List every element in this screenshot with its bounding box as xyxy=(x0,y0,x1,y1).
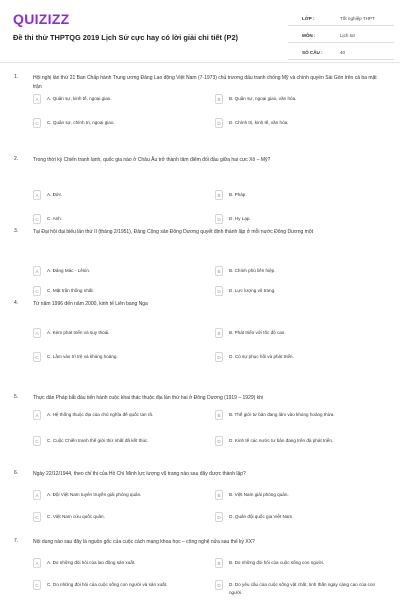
answer-option-d[interactable] xyxy=(215,436,385,448)
answer-option-a[interactable] xyxy=(33,490,203,502)
document-title: Đề thi thử THPTQG 2019 Lịch Sử cực hay có lời giải chi tiết (P2) xyxy=(13,33,239,42)
info-label: LỚP : xyxy=(302,16,315,21)
answer-option-c[interactable] xyxy=(33,214,203,226)
option-text: B. Phát triển với tốc độ cao. xyxy=(229,330,286,335)
option-text: C. Lâm vào trì trệ và khủng hoảng. xyxy=(47,354,118,359)
answer-option-c[interactable] xyxy=(33,580,203,592)
question-number: 7. xyxy=(14,538,19,544)
answer-option-d[interactable] xyxy=(215,352,385,364)
question-number: 6. xyxy=(14,470,19,476)
option-letter-badge: C xyxy=(33,512,41,522)
option-letter-badge: B xyxy=(215,94,223,104)
info-row-count xyxy=(288,46,394,60)
option-letter-badge: C xyxy=(33,286,41,296)
question-number: 4. xyxy=(14,300,19,306)
option-letter-badge: B xyxy=(215,410,223,420)
option-text: C. Do những đòi hỏi của cuộc sống con người và sản xuất. xyxy=(47,582,168,587)
answer-option-c[interactable] xyxy=(33,512,203,524)
option-text: B. Pháp. xyxy=(229,192,247,197)
answer-option-d[interactable] xyxy=(215,118,385,130)
option-letter-badge: D xyxy=(215,512,223,522)
answer-option-a[interactable] xyxy=(33,558,203,570)
option-text: A. Đảng Mác - Lênin. xyxy=(47,268,91,273)
question-text: Trong thời kỳ Chiến tranh lạnh, quốc gia nào ở Châu Âu trở thành tâm điểm đối đầu giữa hai cực Xô – Mỹ? xyxy=(33,157,271,163)
option-letter-badge: C xyxy=(33,436,41,446)
answer-option-c[interactable] xyxy=(33,118,203,130)
question-number: 3. xyxy=(14,228,19,234)
option-text: C. Việt Nam cứu quốc quân. xyxy=(47,514,105,519)
option-text: D. Quân đội quốc gia Việt Nam. xyxy=(229,514,294,519)
page-header xyxy=(0,0,400,62)
option-text: D. Kinh tế các nước tư bản đang trên đà phát triển. xyxy=(229,438,334,443)
option-text: D. Hy Lạp. xyxy=(229,216,251,221)
answer-option-b[interactable] xyxy=(215,190,385,202)
answer-option-a[interactable] xyxy=(33,328,203,340)
question-number: 1. xyxy=(14,74,19,80)
option-letter-badge: B xyxy=(215,266,223,276)
option-letter-badge: C xyxy=(33,580,41,590)
option-letter-badge: C xyxy=(33,118,41,128)
option-letter-badge: B xyxy=(215,490,223,500)
info-value: 40 xyxy=(340,50,346,55)
info-value: Lịch sử xyxy=(340,33,356,38)
option-letter-badge: D xyxy=(215,352,223,362)
option-letter-badge: C xyxy=(33,352,41,362)
option-letter-badge: B xyxy=(215,558,223,568)
option-text: B. Do những đòi hỏi của cuộc sống con người. xyxy=(229,560,325,565)
answer-option-b[interactable] xyxy=(215,266,385,278)
info-label: SỐ CÂU : xyxy=(302,50,323,55)
question-text: Hội nghị lần thứ 21 Ban Chấp hành Trung ương Đảng Lao động Việt Nam (7-1973) chủ trương đấu tranh chống Mỹ và chính quyền Sài Gòn trên cả ba mặt trận xyxy=(33,75,377,90)
answer-option-b[interactable] xyxy=(215,94,385,106)
info-value: Tốt nghiệp THPT xyxy=(340,16,375,21)
question-number: 5. xyxy=(14,394,19,400)
answer-option-b[interactable] xyxy=(215,328,385,340)
answer-option-c[interactable] xyxy=(33,286,203,298)
option-letter-badge: A xyxy=(33,328,41,338)
answer-option-a[interactable] xyxy=(33,94,203,106)
option-letter-badge: A xyxy=(33,558,41,568)
info-box xyxy=(288,12,394,63)
option-letter-badge: A xyxy=(33,190,41,200)
option-text: D. Do yêu cầu của cuộc sống vật chất, tinh thần ngày càng cao của con người. xyxy=(229,582,376,595)
option-letter-badge: D xyxy=(215,214,223,224)
option-text: C. Anh. xyxy=(47,216,63,221)
question-text: Thực dân Pháp bắt đầu tiến hành cuộc khai thác thuộc địa lần thứ hai ở Đông Dương (1919 – 1929) khi xyxy=(33,395,264,401)
question-text: Nội dung nào sau đây là nguồn gốc của cuộc cách mạng khoa học – công nghệ nửa sau thế kỷ XX? xyxy=(33,539,255,545)
quizizz-logo: QUIZIZZ xyxy=(13,11,70,27)
option-text: A. Hệ thống thuộc địa của chủ nghĩa đế quốc tan rã. xyxy=(47,412,154,417)
option-text: C. Cuộc Chiến tranh thế giới thứ nhất đã kết thúc. xyxy=(47,438,149,443)
answer-option-d[interactable] xyxy=(215,214,385,226)
answer-option-d[interactable] xyxy=(215,286,385,298)
answer-option-a[interactable] xyxy=(33,190,203,202)
option-text: A. Đội Việt Nam tuyên truyền giải phóng quân. xyxy=(47,492,142,497)
question-text: Ngày 22/12/1944, theo chỉ thị của Hồ Chí Minh lực lượng vũ trang nào sau đây được thành lập? xyxy=(33,471,246,477)
info-row-class xyxy=(288,12,394,26)
option-text: D. Có sự phục hồi và phát triển. xyxy=(229,354,294,359)
answer-option-a[interactable] xyxy=(33,410,203,422)
option-text: B. Thế giới tư bản đang lâm vào khủng hoảng thừa. xyxy=(229,412,335,417)
option-text: A. Đức. xyxy=(47,192,63,197)
answer-option-b[interactable] xyxy=(215,410,385,422)
option-text: A. Do những đòi hỏi của lao động sản xuất. xyxy=(47,560,136,565)
option-letter-badge: A xyxy=(33,410,41,420)
option-letter-badge: C xyxy=(33,214,41,224)
option-letter-badge: D xyxy=(215,436,223,446)
option-letter-badge: B xyxy=(215,190,223,200)
answer-option-c[interactable] xyxy=(33,436,203,448)
info-row-subject xyxy=(288,29,394,43)
answer-option-a[interactable] xyxy=(33,266,203,278)
option-text: C. Mặt trận thống nhất. xyxy=(47,288,94,293)
question-text: Tại Đại hội đại biểu lần thứ II (tháng 2/1951), Đảng Cộng sản Đông Dương quyết định thành lập ở mỗi nước Đông Dương một xyxy=(33,229,313,235)
option-text: C. Quân sự, chính trị, ngoại giao. xyxy=(47,120,115,125)
info-label: MÔN : xyxy=(302,33,316,38)
question-text: Từ năm 1996 đến năm 2000, kinh tế Liên bang Nga xyxy=(33,301,148,307)
option-letter-badge: D xyxy=(215,286,223,296)
answer-option-b[interactable] xyxy=(215,490,385,502)
answer-option-d[interactable] xyxy=(215,580,385,595)
option-text: D. Lực lượng vũ trang. xyxy=(229,288,276,293)
question-number: 2. xyxy=(14,156,19,162)
header-divider xyxy=(0,62,400,63)
option-letter-badge: A xyxy=(33,94,41,104)
answer-option-d[interactable] xyxy=(215,512,385,524)
option-letter-badge: D xyxy=(215,118,223,128)
option-text: A. Kém phát triển và suy thoái. xyxy=(47,330,110,335)
answer-option-c[interactable] xyxy=(33,352,203,364)
option-letter-badge: A xyxy=(33,266,41,276)
option-text: B. Quân sự, ngoại giao, văn hóa. xyxy=(229,96,297,101)
option-text: B. Chính phủ liên hiệp. xyxy=(229,268,276,273)
option-text: A. Quân sự, kinh tế, ngoại giao. xyxy=(47,96,112,101)
option-letter-badge: A xyxy=(33,490,41,500)
option-letter-badge: B xyxy=(215,328,223,338)
option-text: B. Việt Nam giải phóng quân. xyxy=(229,492,289,497)
option-letter-badge: D xyxy=(215,580,223,590)
answer-option-b[interactable] xyxy=(215,558,385,570)
option-text: D. Chính trị, kinh tế, văn hóa. xyxy=(229,120,289,125)
